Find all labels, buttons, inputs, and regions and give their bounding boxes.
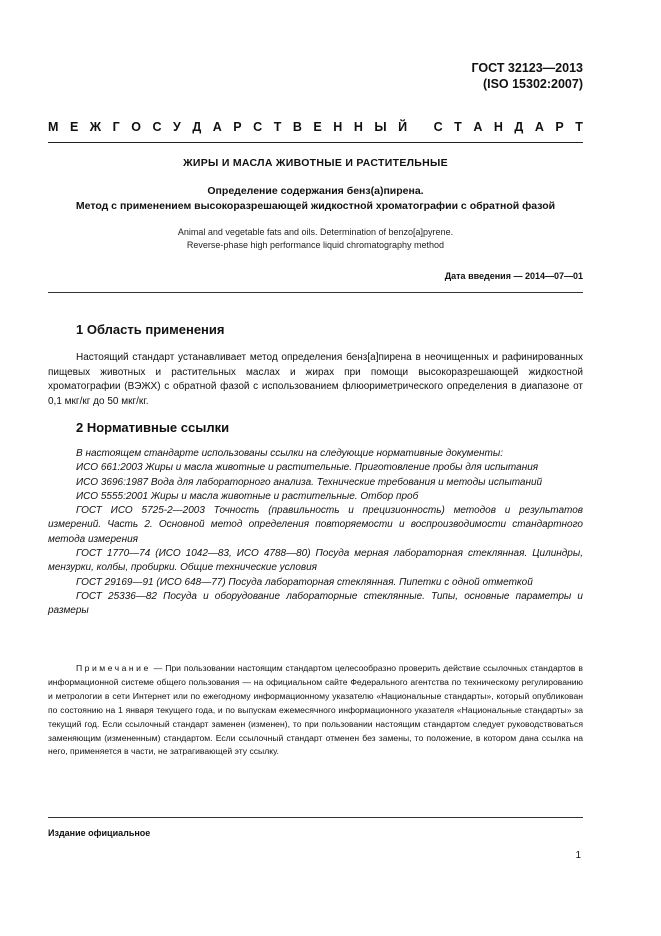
header-divider	[48, 142, 583, 143]
section-1-paragraph: Настоящий стандарт устанавливает метод определения бенз[а]пирена в неочищенных и рафинированных пищевых животных и растительных маслах и жирах при помощи высокоразрешающей жидкостной хроматографии (ВЭЖХ) с обратной фазой с использованием флюориметрического определения в диапазоне от 0,1 мкг/кг до 50 мкг/кг.	[48, 352, 583, 407]
reference-item: ИСО 661:2003 Жиры и масла животные и растительные. Приготовление пробы для испытания	[76, 462, 539, 474]
heading-letter: Н	[493, 120, 503, 134]
heading-letter: О	[131, 120, 141, 134]
heading-letter: Д	[514, 120, 524, 134]
heading-letter: Д	[192, 120, 202, 134]
note-text: — При пользовании настоящим стандартом целесообразно проверить действие ссылочных стандартов в информационной системе общего пользования — на официальном сайте Федерального агентства по техническому регулированию и метрологии в сети Интернет или по ежегодному информационному указателю «Национальные стандарты», который опубликован по состоянию на 1 января текущего года, и по выпускам ежемесячного информационного указателя «Национальные стандарты» за текущий год. Если ссылочный стандарт заменен (изменен), то при пользовании настоящим стандартом следует руководствоваться заменяющим (измененным) стандартом. Если ссылочный стандарт отменен без замены, то положение, в котором дана ссылка на него, применяется в части, не затрагивающей эту ссылку.	[48, 663, 583, 757]
heading-letter: Т	[575, 120, 583, 134]
english-title	[48, 226, 583, 252]
interstate-standard-heading	[48, 120, 583, 134]
heading-letter: С	[253, 120, 263, 134]
heading-gap	[419, 120, 422, 134]
doc-number: ГОСТ 32123—2013	[471, 61, 583, 75]
reference-item: ГОСТ 25336—82 Посуда и оборудование лабораторные стеклянные. Типы, основные параметры и размеры	[48, 590, 583, 617]
date-divider	[48, 292, 583, 293]
english-title-line-1: Animal and vegetable fats and oils. Determination of benzo[a]pyrene.	[177, 227, 454, 237]
note-lead: Примечание	[76, 663, 151, 673]
subtitle-line-1: Определение содержания бенз(а)пирена.	[207, 185, 424, 197]
references-intro: В настоящем стандарте использованы ссылки на следующие нормативные документы:	[76, 448, 503, 459]
reference-item: ГОСТ ИСО 5725-2—2003 Точность (правильность и прецизионность) методов и результатов измерений. Часть 2. Основной метод определения повторяемости и воспроизводимости стандартного метода измерения	[48, 505, 583, 545]
heading-letter: В	[292, 120, 302, 134]
heading-letter: Ж	[89, 120, 102, 134]
heading-letter: Н	[353, 120, 363, 134]
document-subtitle	[48, 184, 583, 214]
heading-letter: Р	[233, 120, 242, 134]
heading-letter: Н	[333, 120, 343, 134]
page-number: 1	[575, 850, 581, 861]
heading-letter: М	[48, 120, 59, 134]
note-block	[48, 662, 583, 759]
reference-item: ГОСТ 29169—91 (ИСО 648—77) Посуда лабораторная стеклянная. Пипетки с одной отметкой	[76, 576, 533, 588]
heading-letter: А	[473, 120, 483, 134]
heading-letter: У	[173, 120, 181, 134]
heading-letter: Ы	[374, 120, 387, 134]
section-1-heading: 1 Область применения	[76, 322, 225, 337]
heading-letter: Г	[112, 120, 120, 134]
heading-letter: Р	[555, 120, 564, 134]
heading-letter: А	[534, 120, 544, 134]
section-2-heading: 2 Нормативные ссылки	[76, 420, 230, 435]
heading-letter: Т	[454, 120, 462, 134]
normative-references	[48, 447, 583, 619]
heading-letter: А	[212, 120, 222, 134]
reference-item: ИСО 3696:1987 Вода для лабораторного анализа. Технические требования и методы испытаний	[76, 476, 543, 488]
heading-letter: Й	[398, 120, 408, 134]
section-1-body	[48, 351, 583, 409]
introduction-date: Дата введения — 2014—07—01	[444, 271, 583, 281]
reference-item: ГОСТ 1770—74 (ИСО 1042—83, ИСО 4788—80) Посуда мерная лабораторная стеклянная. Цилиндры, мензурки, колбы, пробирки. Общие технические условия	[48, 548, 583, 574]
heading-letter: С	[152, 120, 162, 134]
footer-divider	[48, 817, 583, 818]
heading-letter: Т	[273, 120, 282, 134]
heading-letter: Е	[313, 120, 322, 134]
reference-item: ИСО 5555:2001 Жиры и масла животные и растительные. Отбор проб	[76, 490, 419, 502]
subtitle-line-2: Метод с применением высокоразрешающей жидкостной хроматографии с обратной фазой	[75, 200, 556, 212]
heading-letter: С	[433, 120, 443, 134]
official-edition-label: Издание официальное	[48, 828, 151, 838]
document-title: ЖИРЫ И МАСЛА ЖИВОТНЫЕ И РАСТИТЕЛЬНЫЕ	[183, 157, 448, 169]
iso-reference: (ISO 15302:2007)	[482, 77, 583, 91]
english-title-line-2: Reverse-phase high performance liquid chromatography method	[186, 240, 445, 250]
heading-letter: Е	[69, 120, 79, 134]
document-number-block	[471, 60, 583, 92]
